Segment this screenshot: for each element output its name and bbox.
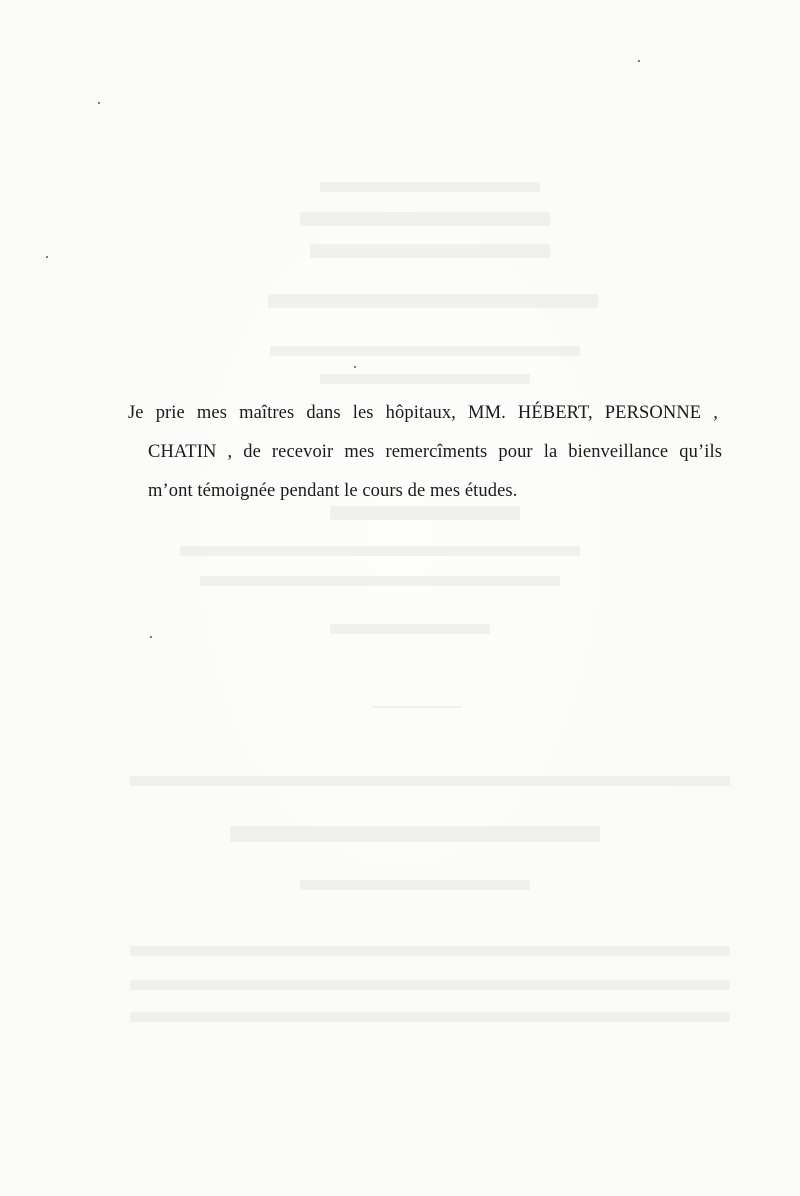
bleed-line bbox=[270, 346, 580, 356]
bleed-line bbox=[310, 244, 550, 258]
bleed-line bbox=[130, 946, 730, 956]
bleed-line bbox=[200, 576, 560, 586]
paper-speck bbox=[354, 366, 356, 368]
bleed-line bbox=[330, 624, 490, 634]
dedication-line-1: Je prie mes maîtres dans les hôpitaux, MM. HÉBERT, PERSONNE , bbox=[128, 403, 718, 423]
dedication-line-3: m’ont témoignée pendant le cours de mes études. bbox=[148, 481, 518, 501]
dedication-paragraph bbox=[128, 394, 728, 511]
paper-speck bbox=[98, 102, 100, 104]
bleed-line bbox=[230, 826, 600, 842]
paper-speck bbox=[150, 636, 152, 638]
paper-speck bbox=[638, 60, 640, 62]
bleed-line bbox=[300, 212, 550, 226]
bleed-line bbox=[372, 706, 462, 708]
bleed-line bbox=[300, 880, 530, 890]
paper-speck bbox=[46, 256, 48, 258]
bleed-line bbox=[320, 374, 530, 384]
bleed-line bbox=[268, 294, 598, 308]
bleed-line bbox=[130, 1012, 730, 1022]
bleed-line bbox=[130, 980, 730, 990]
bleed-line bbox=[180, 546, 580, 556]
bleed-line bbox=[130, 776, 730, 786]
dedication-line-2: CHATIN , de recevoir mes remercîments pour la bienveillance qu’ils bbox=[148, 442, 722, 462]
bleed-line bbox=[320, 182, 540, 192]
